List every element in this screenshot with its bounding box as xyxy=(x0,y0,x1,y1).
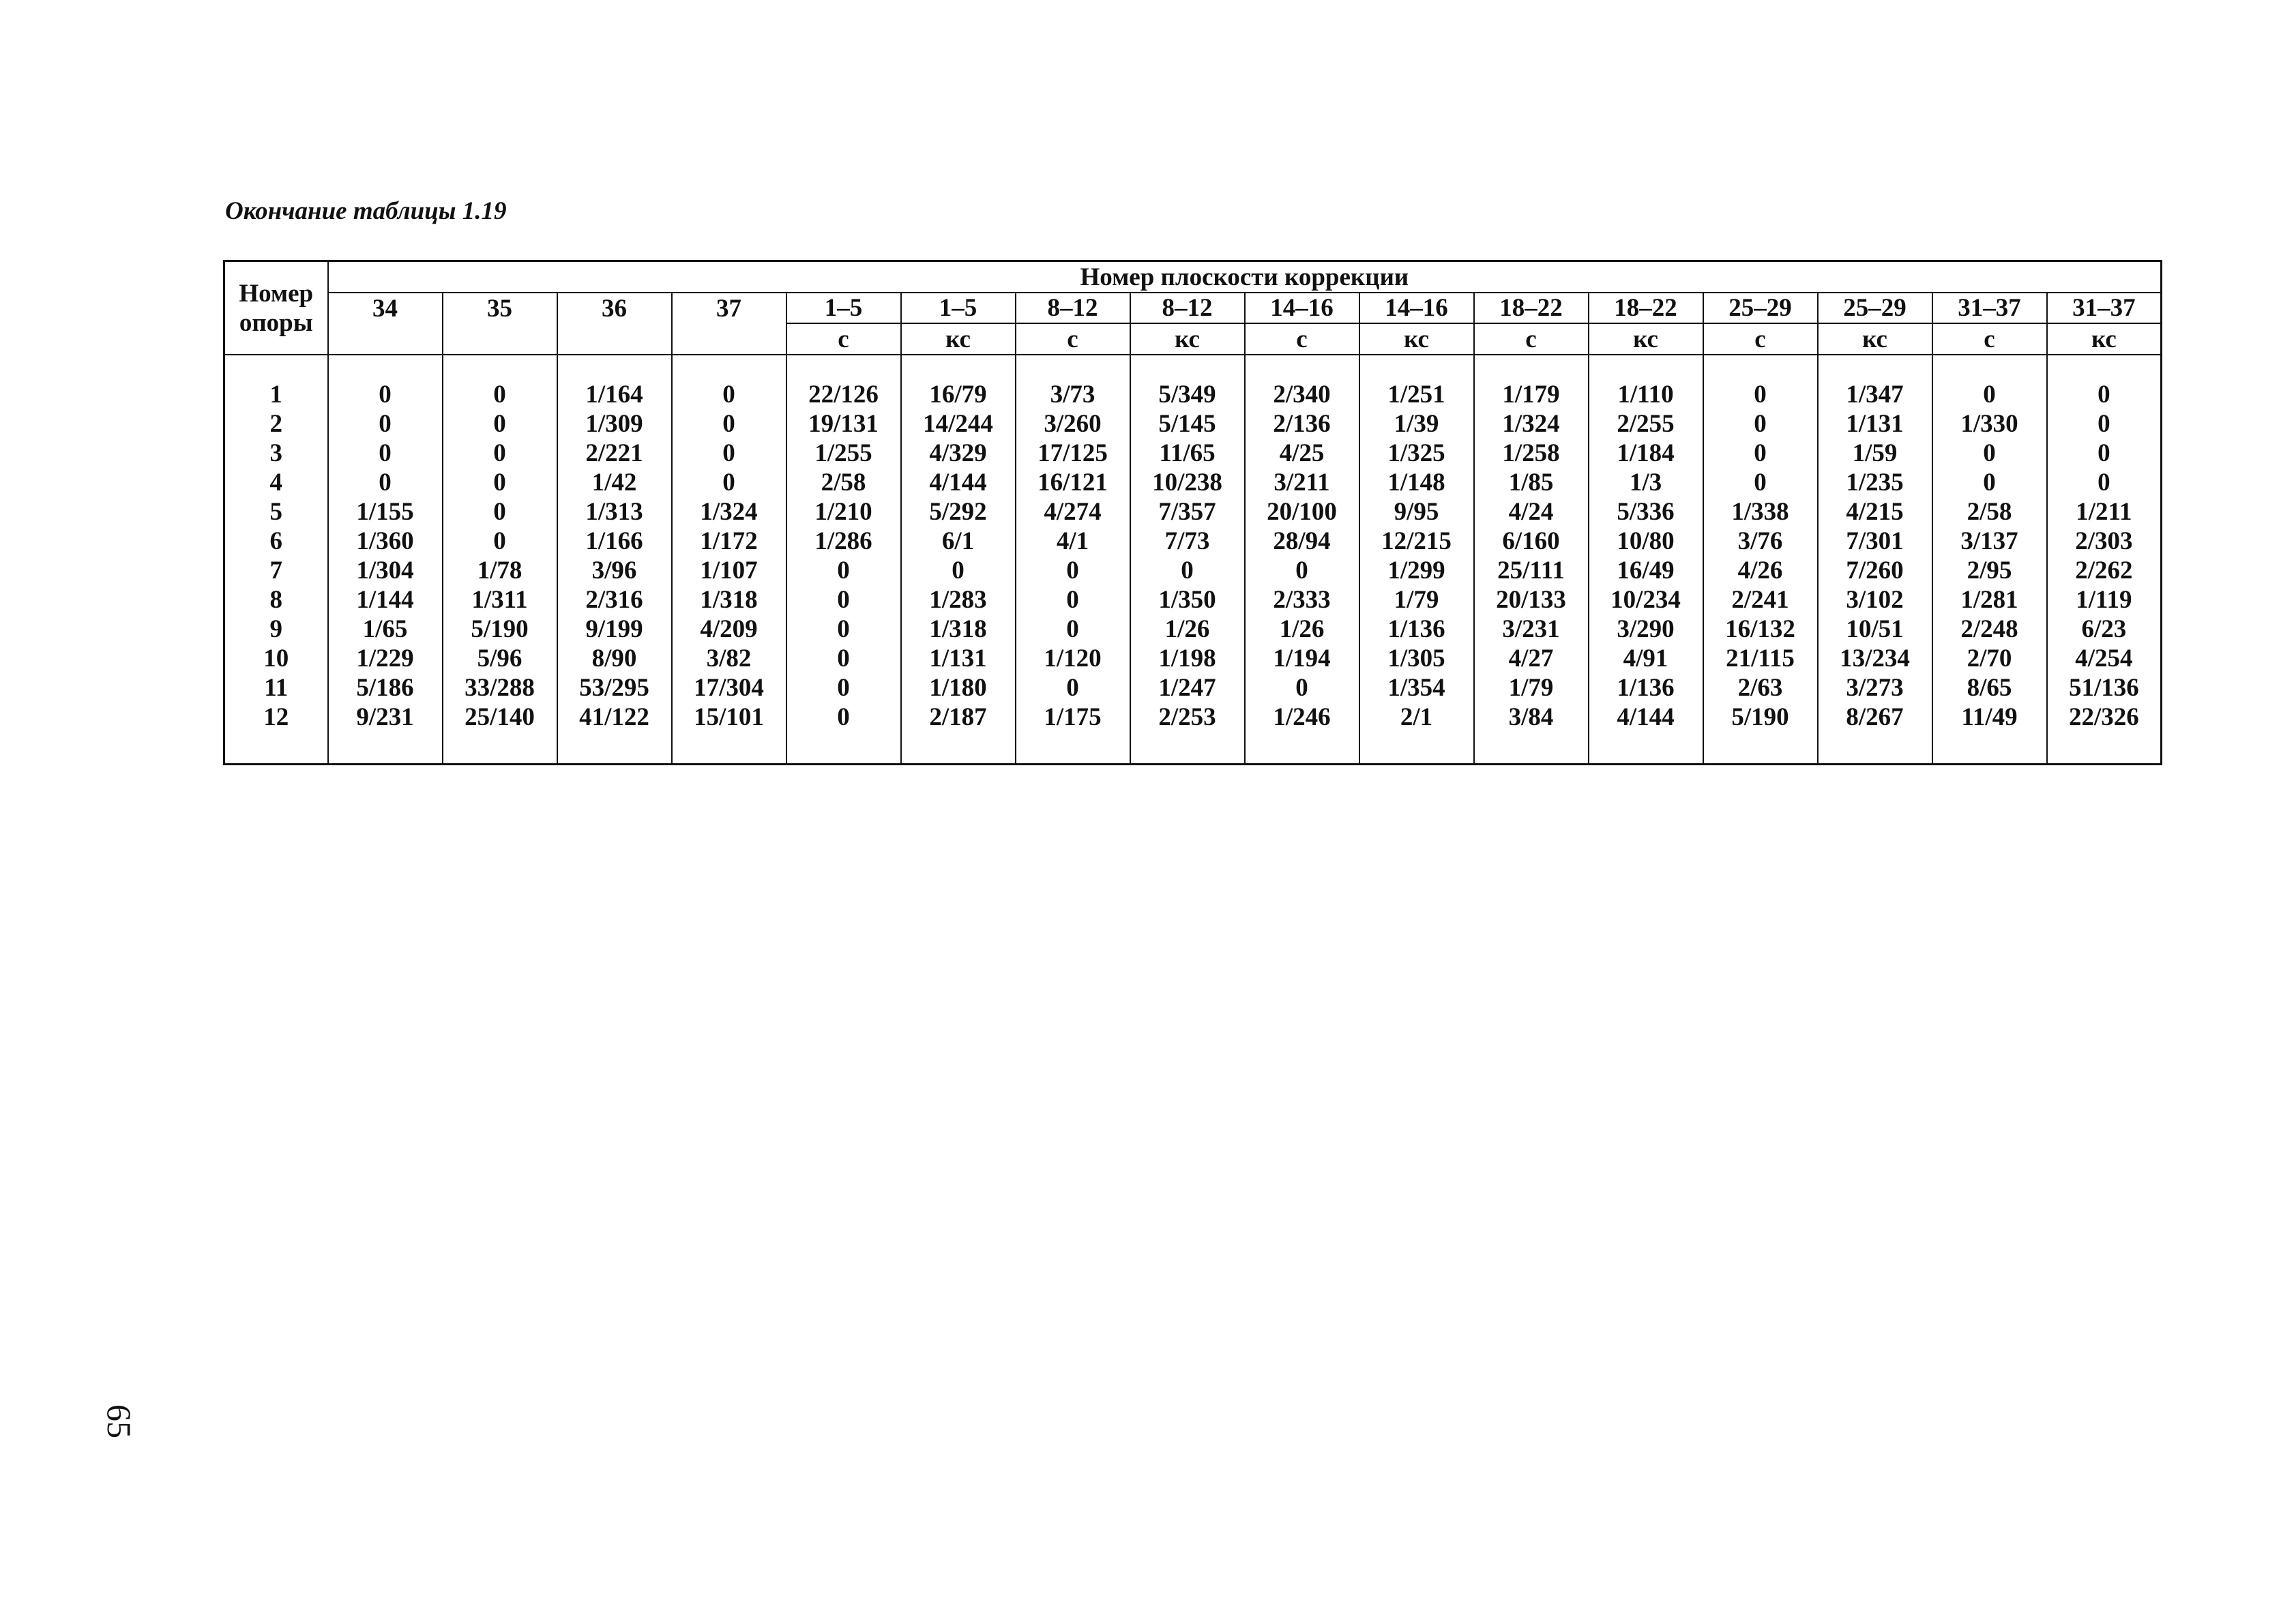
table-row xyxy=(224,468,2162,497)
table-cell: 1/179 xyxy=(1474,380,1589,409)
table-cell: 0 xyxy=(1932,439,2047,468)
table-cell: 4/209 xyxy=(672,615,786,644)
table-cell: 0 xyxy=(672,468,786,497)
column-subheader-11: кс xyxy=(1589,323,1703,355)
table-cell: 10/80 xyxy=(1589,527,1703,556)
table-cell: 5/96 xyxy=(443,644,557,673)
support-number-cell: 5 xyxy=(224,497,328,527)
table-cell: 1/131 xyxy=(901,644,1016,673)
table-cell: 1/324 xyxy=(672,497,786,527)
support-number-cell: 4 xyxy=(224,468,328,497)
table-cell: 1/338 xyxy=(1703,497,1818,527)
table-cell: 20/100 xyxy=(1245,497,1359,527)
spacer-cell xyxy=(328,732,443,765)
table-cell: 0 xyxy=(1703,468,1818,497)
table-cell: 1/283 xyxy=(901,585,1016,615)
table-cell: 1/360 xyxy=(328,527,443,556)
table-cell: 0 xyxy=(1016,673,1130,703)
spacer-cell xyxy=(1474,355,1589,380)
table-cell: 3/290 xyxy=(1589,615,1703,644)
table-cell: 0 xyxy=(901,556,1016,585)
table-cell: 1/347 xyxy=(1818,380,1932,409)
table-cell: 1/79 xyxy=(1359,585,1474,615)
table-cell: 2/248 xyxy=(1932,615,2047,644)
spacer-cell xyxy=(672,355,786,380)
support-number-cell: 6 xyxy=(224,527,328,556)
column-subheader-3 xyxy=(672,323,786,355)
table-cell: 1/79 xyxy=(1474,673,1589,703)
table-cell: 25/111 xyxy=(1474,556,1589,585)
table-cell: 16/132 xyxy=(1703,615,1818,644)
table-cell: 1/281 xyxy=(1932,585,2047,615)
spacer-cell xyxy=(1016,732,1130,765)
table-cell: 1/354 xyxy=(1359,673,1474,703)
table-cell: 1/144 xyxy=(328,585,443,615)
table-cell: 20/133 xyxy=(1474,585,1589,615)
table-cell: 4/215 xyxy=(1818,497,1932,527)
table-cell: 1/42 xyxy=(557,468,672,497)
table-cell: 0 xyxy=(1245,673,1359,703)
table-cell: 21/115 xyxy=(1703,644,1818,673)
spacer-cell xyxy=(443,355,557,380)
spacer-cell xyxy=(328,355,443,380)
table-cell: 2/255 xyxy=(1589,409,1703,439)
table-cell: 1/180 xyxy=(901,673,1016,703)
table-cell: 7/73 xyxy=(1130,527,1245,556)
table-cell: 3/102 xyxy=(1818,585,1932,615)
table-cell: 0 xyxy=(2047,439,2162,468)
table-row xyxy=(224,556,2162,585)
table-cell: 1/305 xyxy=(1359,644,1474,673)
table-cell: 2/58 xyxy=(786,468,901,497)
column-subheader-1 xyxy=(443,323,557,355)
table-cell: 0 xyxy=(328,380,443,409)
spacer-cell xyxy=(672,732,786,765)
spacer-cell xyxy=(1589,355,1703,380)
table-row xyxy=(224,527,2162,556)
table-cell: 1/78 xyxy=(443,556,557,585)
column-header-9: 14–16 xyxy=(1359,293,1474,323)
column-header-6: 8–12 xyxy=(1016,293,1130,323)
table-cell: 1/148 xyxy=(1359,468,1474,497)
table-cell: 0 xyxy=(2047,380,2162,409)
table-cell: 1/3 xyxy=(1589,468,1703,497)
column-subheader-8: с xyxy=(1245,323,1359,355)
table-cell: 1/107 xyxy=(672,556,786,585)
table-cell: 4/274 xyxy=(1016,497,1130,527)
support-number-cell: 2 xyxy=(224,409,328,439)
spacer-cell xyxy=(557,355,672,380)
table-cell: 0 xyxy=(786,585,901,615)
spacer-cell xyxy=(901,732,1016,765)
column-header-5: 1–5 xyxy=(901,293,1016,323)
table-cell: 0 xyxy=(1932,380,2047,409)
table-cell: 0 xyxy=(672,380,786,409)
support-number-cell: 3 xyxy=(224,439,328,468)
table-cell: 0 xyxy=(1703,380,1818,409)
table-cell: 0 xyxy=(1245,556,1359,585)
table-cell: 2/316 xyxy=(557,585,672,615)
support-number-cell: 8 xyxy=(224,585,328,615)
table-cell: 6/160 xyxy=(1474,527,1589,556)
table-row xyxy=(224,703,2162,732)
table-cell: 1/318 xyxy=(672,585,786,615)
table-cell: 12/215 xyxy=(1359,527,1474,556)
table-cell: 16/79 xyxy=(901,380,1016,409)
table-cell: 10/234 xyxy=(1589,585,1703,615)
page-number: 65 xyxy=(100,1404,138,1438)
table-cell: 10/51 xyxy=(1818,615,1932,644)
table-cell: 1/246 xyxy=(1245,703,1359,732)
table-cell: 41/122 xyxy=(557,703,672,732)
table-cell: 0 xyxy=(1016,585,1130,615)
table-cell: 1/110 xyxy=(1589,380,1703,409)
table-cell: 1/26 xyxy=(1130,615,1245,644)
table-cell: 28/94 xyxy=(1245,527,1359,556)
table-cell: 1/330 xyxy=(1932,409,2047,439)
table-cell: 5/336 xyxy=(1589,497,1703,527)
table-cell: 17/125 xyxy=(1016,439,1130,468)
table-cell: 1/136 xyxy=(1359,615,1474,644)
table-cell: 1/210 xyxy=(786,497,901,527)
table-cell: 1/235 xyxy=(1818,468,1932,497)
table-cell: 5/190 xyxy=(1703,703,1818,732)
table-cell: 5/186 xyxy=(328,673,443,703)
table-row xyxy=(224,497,2162,527)
spacer-cell xyxy=(1359,355,1474,380)
table-cell: 1/211 xyxy=(2047,497,2162,527)
table-cell: 9/199 xyxy=(557,615,672,644)
table-container xyxy=(223,260,2160,765)
spacer-cell xyxy=(1245,732,1359,765)
table-cell: 15/101 xyxy=(672,703,786,732)
table-cell: 51/136 xyxy=(2047,673,2162,703)
table-cell: 3/260 xyxy=(1016,409,1130,439)
table-cell: 2/253 xyxy=(1130,703,1245,732)
table-caption: Окончание таблицы 1.19 xyxy=(225,197,507,225)
table-cell: 1/311 xyxy=(443,585,557,615)
table-cell: 3/231 xyxy=(1474,615,1589,644)
table-cell: 0 xyxy=(2047,468,2162,497)
table-cell: 0 xyxy=(786,703,901,732)
table-cell: 2/333 xyxy=(1245,585,1359,615)
table-cell: 1/172 xyxy=(672,527,786,556)
spacer-cell xyxy=(1932,732,2047,765)
support-number-cell: 1 xyxy=(224,380,328,409)
table-cell: 8/65 xyxy=(1932,673,2047,703)
table-cell: 1/59 xyxy=(1818,439,1932,468)
table-cell: 0 xyxy=(786,644,901,673)
table-cell: 2/303 xyxy=(2047,527,2162,556)
table-cell: 1/309 xyxy=(557,409,672,439)
table-cell: 1/164 xyxy=(557,380,672,409)
table-cell: 0 xyxy=(786,556,901,585)
table-cell: 7/301 xyxy=(1818,527,1932,556)
table-row xyxy=(224,439,2162,468)
table-row xyxy=(224,615,2162,644)
table-cell: 6/23 xyxy=(2047,615,2162,644)
column-header-11: 18–22 xyxy=(1589,293,1703,323)
table-cell: 16/121 xyxy=(1016,468,1130,497)
table-cell: 1/255 xyxy=(786,439,901,468)
table-cell: 1/131 xyxy=(1818,409,1932,439)
spacer-cell xyxy=(224,732,328,765)
spacer-cell xyxy=(1818,355,1932,380)
table-cell: 1/26 xyxy=(1245,615,1359,644)
table-row xyxy=(224,409,2162,439)
table-cell: 0 xyxy=(1016,615,1130,644)
table-cell: 0 xyxy=(443,527,557,556)
spacer-cell xyxy=(901,355,1016,380)
spacer-cell xyxy=(786,732,901,765)
table-cell: 1/313 xyxy=(557,497,672,527)
table-cell: 1/198 xyxy=(1130,644,1245,673)
spacer-cell xyxy=(2047,355,2162,380)
table-cell: 1/184 xyxy=(1589,439,1703,468)
spacer-cell xyxy=(1703,355,1818,380)
table-cell: 1/39 xyxy=(1359,409,1474,439)
table-cell: 22/326 xyxy=(2047,703,2162,732)
column-header-13: 25–29 xyxy=(1818,293,1932,323)
table-cell: 0 xyxy=(672,439,786,468)
table-cell: 0 xyxy=(1016,556,1130,585)
column-header-4: 1–5 xyxy=(786,293,901,323)
table-cell: 25/140 xyxy=(443,703,557,732)
table-cell: 4/144 xyxy=(1589,703,1703,732)
table-cell: 2/221 xyxy=(557,439,672,468)
table-cell: 0 xyxy=(672,409,786,439)
table-cell: 1/136 xyxy=(1589,673,1703,703)
table-cell: 2/340 xyxy=(1245,380,1359,409)
table-cell: 0 xyxy=(328,439,443,468)
table-cell: 1/65 xyxy=(328,615,443,644)
table-cell: 2/1 xyxy=(1359,703,1474,732)
support-number-cell: 7 xyxy=(224,556,328,585)
table-cell: 2/63 xyxy=(1703,673,1818,703)
table-row xyxy=(224,380,2162,409)
spacer-cell xyxy=(2047,732,2162,765)
column-header-14: 31–37 xyxy=(1932,293,2047,323)
table-cell: 4/24 xyxy=(1474,497,1589,527)
table-cell: 22/126 xyxy=(786,380,901,409)
table-cell: 4/144 xyxy=(901,468,1016,497)
table-cell: 11/65 xyxy=(1130,439,1245,468)
table-cell: 0 xyxy=(328,409,443,439)
table-cell: 1/155 xyxy=(328,497,443,527)
column-header-3: 37 xyxy=(672,293,786,323)
table-cell: 33/288 xyxy=(443,673,557,703)
column-subheader-10: с xyxy=(1474,323,1589,355)
column-subheader-4: с xyxy=(786,323,901,355)
table-cell: 5/292 xyxy=(901,497,1016,527)
table-cell: 16/49 xyxy=(1589,556,1703,585)
column-header-1: 35 xyxy=(443,293,557,323)
table-cell: 0 xyxy=(443,497,557,527)
table-cell: 5/145 xyxy=(1130,409,1245,439)
table-cell: 1/325 xyxy=(1359,439,1474,468)
table-cell: 1/286 xyxy=(786,527,901,556)
spacer-cell xyxy=(786,355,901,380)
table-cell: 5/349 xyxy=(1130,380,1245,409)
spacer-cell xyxy=(1474,732,1589,765)
table-cell: 2/262 xyxy=(2047,556,2162,585)
table-row xyxy=(224,673,2162,703)
group-header: Номер плоскости коррекции xyxy=(328,261,2162,293)
column-header-15: 31–37 xyxy=(2047,293,2162,323)
table-cell: 9/95 xyxy=(1359,497,1474,527)
support-number-cell: 12 xyxy=(224,703,328,732)
table-cell: 0 xyxy=(443,439,557,468)
table-cell: 4/27 xyxy=(1474,644,1589,673)
spacer-cell xyxy=(1818,732,1932,765)
spacer-cell xyxy=(1130,732,1245,765)
support-number-cell: 11 xyxy=(224,673,328,703)
table-cell: 3/273 xyxy=(1818,673,1932,703)
table-cell: 1/166 xyxy=(557,527,672,556)
column-subheader-0 xyxy=(328,323,443,355)
bottom-spacer-row xyxy=(224,732,2162,765)
table-cell: 1/175 xyxy=(1016,703,1130,732)
table-cell: 17/304 xyxy=(672,673,786,703)
table-cell: 4/254 xyxy=(2047,644,2162,673)
table-cell: 0 xyxy=(1703,409,1818,439)
table-cell: 0 xyxy=(2047,409,2162,439)
table-cell: 2/58 xyxy=(1932,497,2047,527)
table-cell: 1/194 xyxy=(1245,644,1359,673)
support-number-cell: 10 xyxy=(224,644,328,673)
spacer-cell xyxy=(557,732,672,765)
table-cell: 10/238 xyxy=(1130,468,1245,497)
table-cell: 1/119 xyxy=(2047,585,2162,615)
table-cell: 3/82 xyxy=(672,644,786,673)
column-header-2: 36 xyxy=(557,293,672,323)
data-table xyxy=(223,260,2162,765)
table-cell: 2/187 xyxy=(901,703,1016,732)
table-cell: 0 xyxy=(443,468,557,497)
spacer-cell xyxy=(1589,732,1703,765)
table-cell: 9/231 xyxy=(328,703,443,732)
table-cell: 4/329 xyxy=(901,439,1016,468)
spacer-row xyxy=(224,355,2162,380)
column-subheader-6: с xyxy=(1016,323,1130,355)
column-subheader-9: кс xyxy=(1359,323,1474,355)
table-row xyxy=(224,644,2162,673)
table-cell: 0 xyxy=(786,615,901,644)
table-cell: 0 xyxy=(1703,439,1818,468)
table-cell: 13/234 xyxy=(1818,644,1932,673)
table-cell: 7/260 xyxy=(1818,556,1932,585)
spacer-cell xyxy=(224,355,328,380)
table-cell: 1/304 xyxy=(328,556,443,585)
table-cell: 8/267 xyxy=(1818,703,1932,732)
table-cell: 5/190 xyxy=(443,615,557,644)
column-subheader-2 xyxy=(557,323,672,355)
table-cell: 3/73 xyxy=(1016,380,1130,409)
table-cell: 4/26 xyxy=(1703,556,1818,585)
table-cell: 0 xyxy=(1130,556,1245,585)
table-cell: 4/1 xyxy=(1016,527,1130,556)
table-cell: 3/76 xyxy=(1703,527,1818,556)
spacer-cell xyxy=(443,732,557,765)
spacer-cell xyxy=(1932,355,2047,380)
column-header-7: 8–12 xyxy=(1130,293,1245,323)
spacer-cell xyxy=(1359,732,1474,765)
spacer-cell xyxy=(1703,732,1818,765)
table-cell: 2/241 xyxy=(1703,585,1818,615)
column-header-8: 14–16 xyxy=(1245,293,1359,323)
corner-header-line-2: опоры xyxy=(239,308,313,337)
table-cell: 1/299 xyxy=(1359,556,1474,585)
spacer-cell xyxy=(1245,355,1359,380)
table-cell: 6/1 xyxy=(901,527,1016,556)
table-row xyxy=(224,585,2162,615)
corner-header-line-1: Номер xyxy=(239,279,314,308)
column-subheader-13: кс xyxy=(1818,323,1932,355)
table-cell: 3/96 xyxy=(557,556,672,585)
table-cell: 0 xyxy=(328,468,443,497)
table-cell: 8/90 xyxy=(557,644,672,673)
table-cell: 53/295 xyxy=(557,673,672,703)
table-cell: 4/25 xyxy=(1245,439,1359,468)
table-cell: 1/350 xyxy=(1130,585,1245,615)
table-cell: 1/120 xyxy=(1016,644,1130,673)
column-subheader-15: кс xyxy=(2047,323,2162,355)
table-cell: 1/247 xyxy=(1130,673,1245,703)
table-cell: 1/251 xyxy=(1359,380,1474,409)
table-cell: 14/244 xyxy=(901,409,1016,439)
table-cell: 11/49 xyxy=(1932,703,2047,732)
table-cell: 1/318 xyxy=(901,615,1016,644)
table-cell: 2/70 xyxy=(1932,644,2047,673)
column-subheader-7: кс xyxy=(1130,323,1245,355)
table-cell: 1/229 xyxy=(328,644,443,673)
table-cell: 3/84 xyxy=(1474,703,1589,732)
support-number-cell: 9 xyxy=(224,615,328,644)
column-header-12: 25–29 xyxy=(1703,293,1818,323)
table-cell: 3/211 xyxy=(1245,468,1359,497)
table-cell: 0 xyxy=(443,380,557,409)
spacer-cell xyxy=(1016,355,1130,380)
table-cell: 19/131 xyxy=(786,409,901,439)
table-cell: 0 xyxy=(1932,468,2047,497)
table-cell: 4/91 xyxy=(1589,644,1703,673)
column-subheader-14: с xyxy=(1932,323,2047,355)
column-header-0: 34 xyxy=(328,293,443,323)
table-cell: 0 xyxy=(443,409,557,439)
table-cell: 2/136 xyxy=(1245,409,1359,439)
table-cell: 1/258 xyxy=(1474,439,1589,468)
column-subheader-5: кс xyxy=(901,323,1016,355)
table-cell: 0 xyxy=(786,673,901,703)
table-cell: 1/324 xyxy=(1474,409,1589,439)
table-cell: 1/85 xyxy=(1474,468,1589,497)
table-cell: 7/357 xyxy=(1130,497,1245,527)
column-subheader-12: с xyxy=(1703,323,1818,355)
table-cell: 2/95 xyxy=(1932,556,2047,585)
corner-header xyxy=(224,261,328,355)
spacer-cell xyxy=(1130,355,1245,380)
table-cell: 3/137 xyxy=(1932,527,2047,556)
column-header-10: 18–22 xyxy=(1474,293,1589,323)
